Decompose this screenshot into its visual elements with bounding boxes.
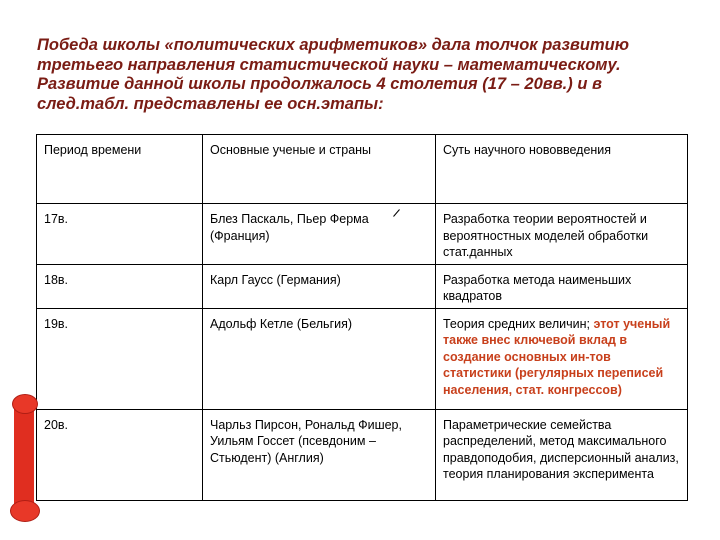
scroll-bar-track[interactable] bbox=[14, 404, 34, 512]
table-row bbox=[37, 409, 688, 500]
stages-table bbox=[36, 134, 688, 501]
essence-cell: Параметрические семейства распределений, метод максимального правдоподобия, дисперсионный анализ, теория планирования эксперимента bbox=[436, 409, 688, 500]
period-cell: 20в. bbox=[37, 409, 203, 500]
essence-cell bbox=[436, 308, 688, 409]
essence-cell: Разработка метода наименьших квадратов bbox=[436, 264, 688, 308]
header-essence: Суть научного нововведения bbox=[436, 135, 688, 204]
accent-mark-icon bbox=[393, 209, 400, 217]
scroll-bar-top-handle[interactable] bbox=[12, 394, 38, 414]
table-row bbox=[37, 308, 688, 409]
scientists-cell: Блез Паскаль, Пьер Ферма (Франция) bbox=[203, 204, 436, 265]
scientists-cell: Чарльз Пирсон, Рональд Фишер, Уильям Госсет (псевдоним – Стьюдент) (Англия) bbox=[203, 409, 436, 500]
scientists-cell: Карл Гаусс (Германия) bbox=[203, 264, 436, 308]
slide-heading: Победа школы «политических арифметиков» дала толчок развитию третьего направления статистической науки – математическому. Развитие данной школы продолжалось 4 столетия (17 – 20вв.) и в след.табл. представлены ее осн.этапы: bbox=[37, 36, 629, 113]
period-cell: 17в. bbox=[37, 204, 203, 265]
table-row bbox=[37, 264, 688, 308]
table-row bbox=[37, 204, 688, 265]
table-header-row bbox=[37, 135, 688, 204]
essence-cell: Разработка теории вероятностей и вероятностных моделей обработки стат.данных bbox=[436, 204, 688, 265]
scroll-bar-bottom-handle[interactable] bbox=[10, 500, 40, 522]
header-period: Период времени bbox=[37, 135, 203, 204]
scientists-cell: Адольф Кетле (Бельгия) bbox=[203, 308, 436, 409]
period-cell: 18в. bbox=[37, 264, 203, 308]
essence-text: Теория средних величин; bbox=[443, 316, 594, 331]
header-scientists: Основные ученые и страны bbox=[203, 135, 436, 204]
period-cell: 19в. bbox=[37, 308, 203, 409]
essence-highlight: этот ученый также внес ключевой вклад в создание основных ин-тов статистики (регулярных переписей населения, стат. конгрессов) bbox=[443, 316, 671, 397]
